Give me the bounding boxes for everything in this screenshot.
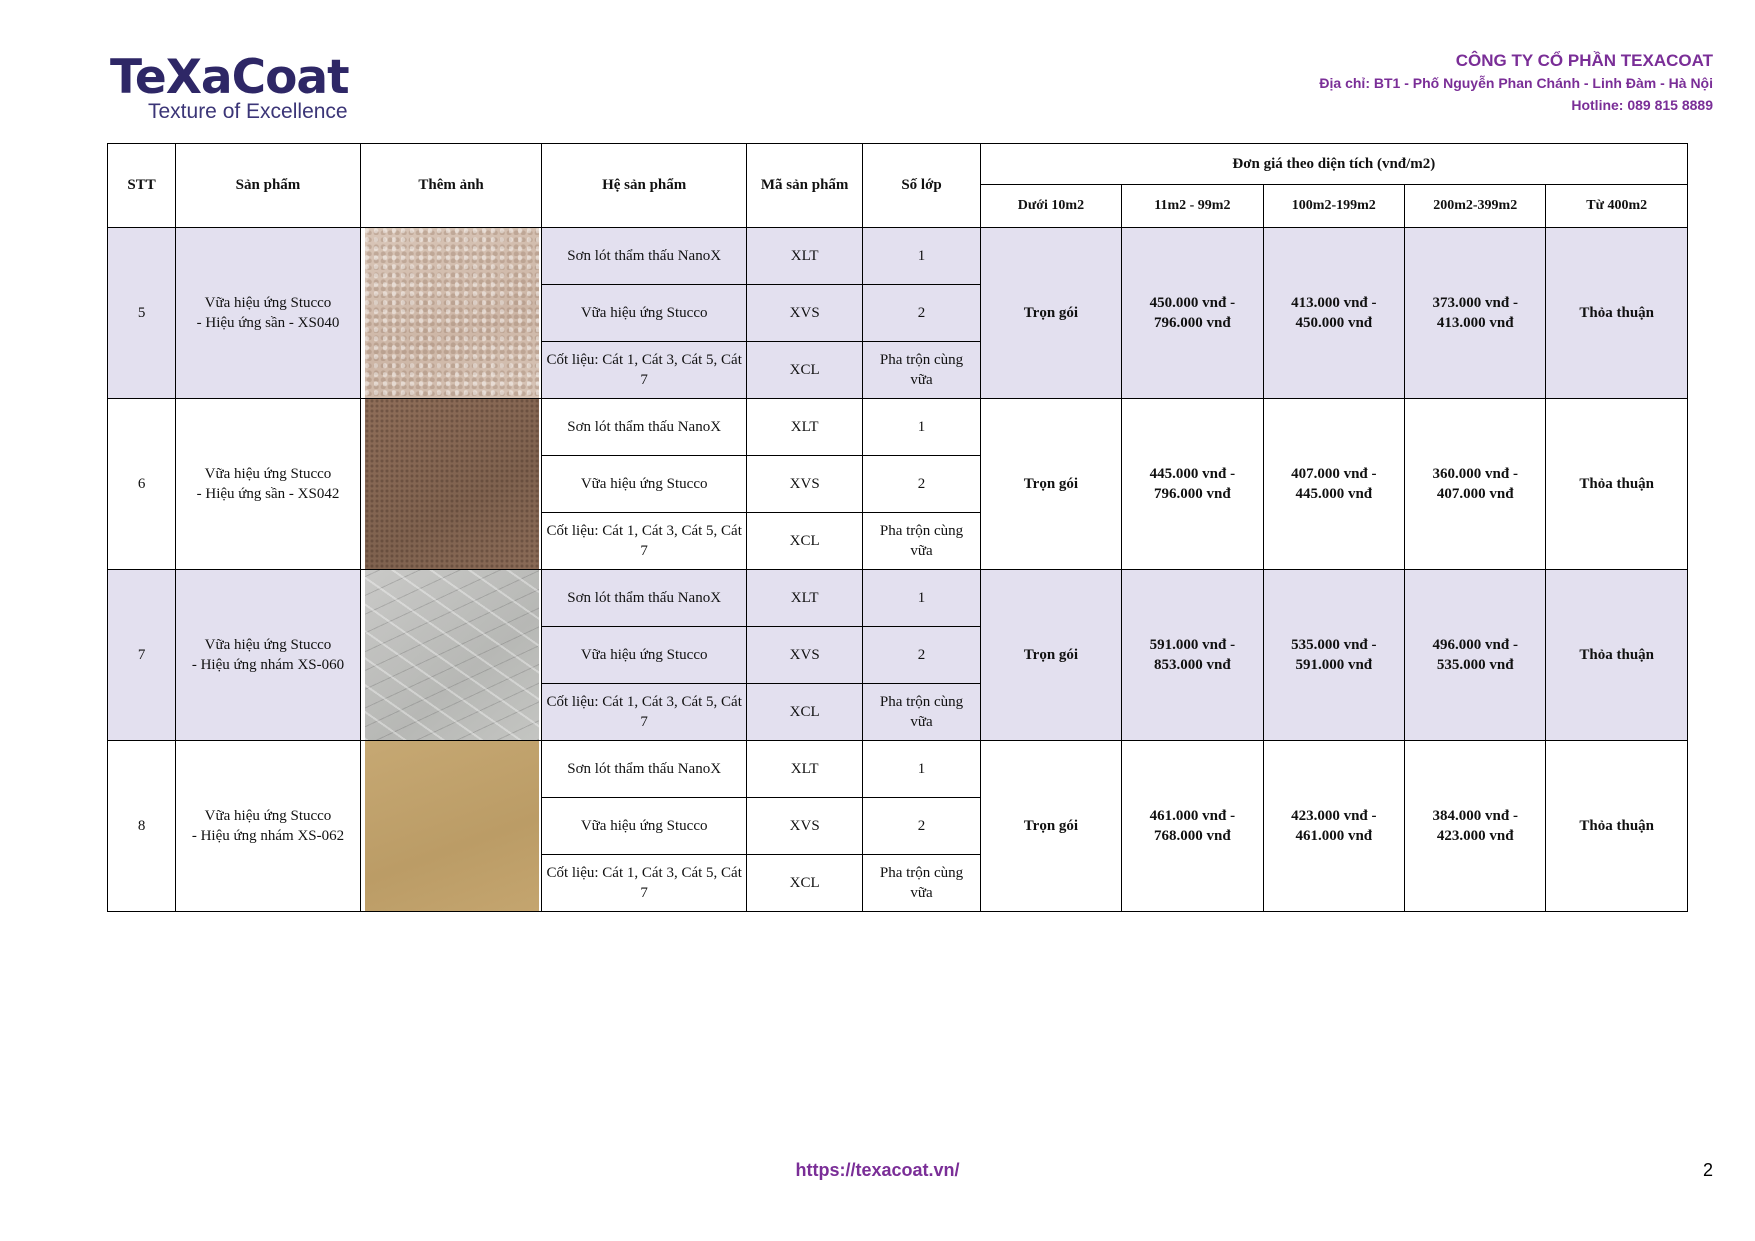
cell-layers: 1 (863, 399, 980, 456)
cell-layers: 2 (863, 456, 980, 513)
cell-layers: 2 (863, 627, 980, 684)
product-variant: - Hiệu ứng nhám XS-060 (191, 657, 345, 673)
header-product: Sản phẩm (176, 144, 361, 228)
cell-code: XLT (746, 741, 862, 798)
product-variant: - Hiệu ứng nhám XS-062 (191, 828, 345, 844)
texture-swatch-image (365, 399, 539, 569)
product-variant: - Hiệu ứng sần - XS040 (196, 315, 340, 331)
header-tier: Dưới 10m2 (980, 185, 1121, 228)
product-name: Vữa hiệu ứng Stucco (204, 295, 332, 311)
cell-product (176, 399, 361, 570)
cell-image (360, 228, 542, 399)
cell-image (360, 570, 542, 741)
cell-price: 360.000 vnđ - 407.000 vnđ (1405, 399, 1546, 570)
cell-layers: Pha trộn cùng vữa (863, 684, 980, 741)
cell-price: Thỏa thuận (1546, 570, 1688, 741)
cell-stt: 8 (108, 741, 176, 912)
header-layers: Số lớp (863, 144, 980, 228)
cell-price: 413.000 vnđ - 450.000 vnđ (1263, 228, 1404, 399)
table-row (108, 228, 1688, 285)
product-name: Vữa hiệu ứng Stucco (204, 637, 332, 653)
company-logo (110, 52, 380, 124)
texture-swatch-image (365, 741, 539, 911)
cell-price: Thỏa thuận (1546, 741, 1688, 912)
cell-code: XLT (746, 228, 862, 285)
header-code: Mã sản phẩm (746, 144, 862, 228)
cell-price: 496.000 vnđ - 535.000 vnđ (1405, 570, 1546, 741)
cell-system: Cốt liệu: Cát 1, Cát 3, Cát 5, Cát 7 (542, 855, 747, 912)
cell-price: 384.000 vnđ - 423.000 vnđ (1405, 741, 1546, 912)
company-name: CÔNG TY CỔ PHẦN TEXACOAT (1455, 51, 1713, 70)
cell-code: XCL (746, 513, 862, 570)
cell-price: 535.000 vnđ - 591.000 vnđ (1263, 570, 1404, 741)
cell-image (360, 741, 542, 912)
header-image: Thêm ảnh (360, 144, 542, 228)
cell-product (176, 228, 361, 399)
product-name: Vữa hiệu ứng Stucco (204, 466, 332, 482)
company-hotline: Hotline: 089 815 8889 (1571, 97, 1713, 113)
cell-system: Cốt liệu: Cát 1, Cát 3, Cát 5, Cát 7 (542, 342, 747, 399)
cell-system: Sơn lót thẩm thấu NanoX (542, 399, 747, 456)
table-row (108, 570, 1688, 627)
cell-price: Thỏa thuận (1546, 399, 1688, 570)
cell-layers: 2 (863, 798, 980, 855)
cell-system: Vữa hiệu ứng Stucco (542, 627, 747, 684)
cell-layers: 1 (863, 228, 980, 285)
cell-stt: 5 (108, 228, 176, 399)
cell-code: XVS (746, 285, 862, 342)
cell-price: 591.000 vnđ - 853.000 vnđ (1122, 570, 1263, 741)
header-tier: 200m2-399m2 (1405, 185, 1546, 228)
table-row (108, 741, 1688, 798)
cell-price: Thỏa thuận (1546, 228, 1688, 399)
logo-tagline: Texture of Excellence (148, 100, 348, 123)
cell-layers: 1 (863, 741, 980, 798)
cell-system: Sơn lót thẩm thấu NanoX (542, 570, 747, 627)
header-price-group: Đơn giá theo diện tích (vnđ/m2) (980, 144, 1687, 185)
cell-system: Sơn lót thẩm thấu NanoX (542, 228, 747, 285)
cell-stt: 7 (108, 570, 176, 741)
cell-code: XLT (746, 570, 862, 627)
header-system: Hệ sản phẩm (542, 144, 747, 228)
cell-layers: Pha trộn cùng vữa (863, 855, 980, 912)
product-name: Vữa hiệu ứng Stucco (204, 808, 332, 824)
cell-layers: 2 (863, 285, 980, 342)
header-tier: 100m2-199m2 (1263, 185, 1404, 228)
price-table (107, 143, 1688, 912)
cell-layers: Pha trộn cùng vữa (863, 342, 980, 399)
header-tier: 11m2 - 99m2 (1122, 185, 1263, 228)
product-variant: - Hiệu ứng sần - XS042 (196, 486, 340, 502)
cell-code: XCL (746, 684, 862, 741)
cell-system: Vữa hiệu ứng Stucco (542, 285, 747, 342)
cell-layers: 1 (863, 570, 980, 627)
header-tier: Từ 400m2 (1546, 185, 1688, 228)
cell-system: Cốt liệu: Cát 1, Cát 3, Cát 5, Cát 7 (542, 684, 747, 741)
page-number: 2 (1702, 1160, 1713, 1180)
cell-price: 461.000 vnđ - 768.000 vnđ (1122, 741, 1263, 912)
cell-system: Cốt liệu: Cát 1, Cát 3, Cát 5, Cát 7 (542, 513, 747, 570)
cell-price: 423.000 vnđ - 461.000 vnđ (1263, 741, 1404, 912)
cell-price: Trọn gói (980, 228, 1121, 399)
cell-price: Trọn gói (980, 570, 1121, 741)
cell-price: 450.000 vnđ - 796.000 vnđ (1122, 228, 1263, 399)
cell-code: XCL (746, 855, 862, 912)
company-address: Địa chỉ: BT1 - Phố Nguyễn Phan Chánh - Linh Đàm - Hà Nội (1319, 75, 1713, 91)
cell-price: Trọn gói (980, 399, 1121, 570)
texture-swatch-image (365, 570, 539, 740)
cell-product (176, 570, 361, 741)
cell-price: 445.000 vnđ - 796.000 vnđ (1122, 399, 1263, 570)
cell-code: XCL (746, 342, 862, 399)
cell-price: 407.000 vnđ - 445.000 vnđ (1263, 399, 1404, 570)
website-link[interactable]: https://texacoat.vn/ (795, 1160, 960, 1180)
cell-system: Sơn lót thẩm thấu NanoX (542, 741, 747, 798)
cell-system: Vữa hiệu ứng Stucco (542, 798, 747, 855)
cell-price: Trọn gói (980, 741, 1121, 912)
logo-wordmark: TeXaCoat (110, 50, 349, 105)
cell-code: XLT (746, 399, 862, 456)
cell-code: XVS (746, 627, 862, 684)
cell-stt: 6 (108, 399, 176, 570)
cell-layers: Pha trộn cùng vữa (863, 513, 980, 570)
header-stt: STT (108, 144, 176, 228)
cell-product (176, 741, 361, 912)
cell-image (360, 399, 542, 570)
table-row (108, 399, 1688, 456)
cell-code: XVS (746, 798, 862, 855)
company-info (1319, 50, 1713, 116)
cell-price: 373.000 vnđ - 413.000 vnđ (1405, 228, 1546, 399)
cell-code: XVS (746, 456, 862, 513)
cell-system: Vữa hiệu ứng Stucco (542, 456, 747, 513)
texture-swatch-image (365, 228, 539, 398)
